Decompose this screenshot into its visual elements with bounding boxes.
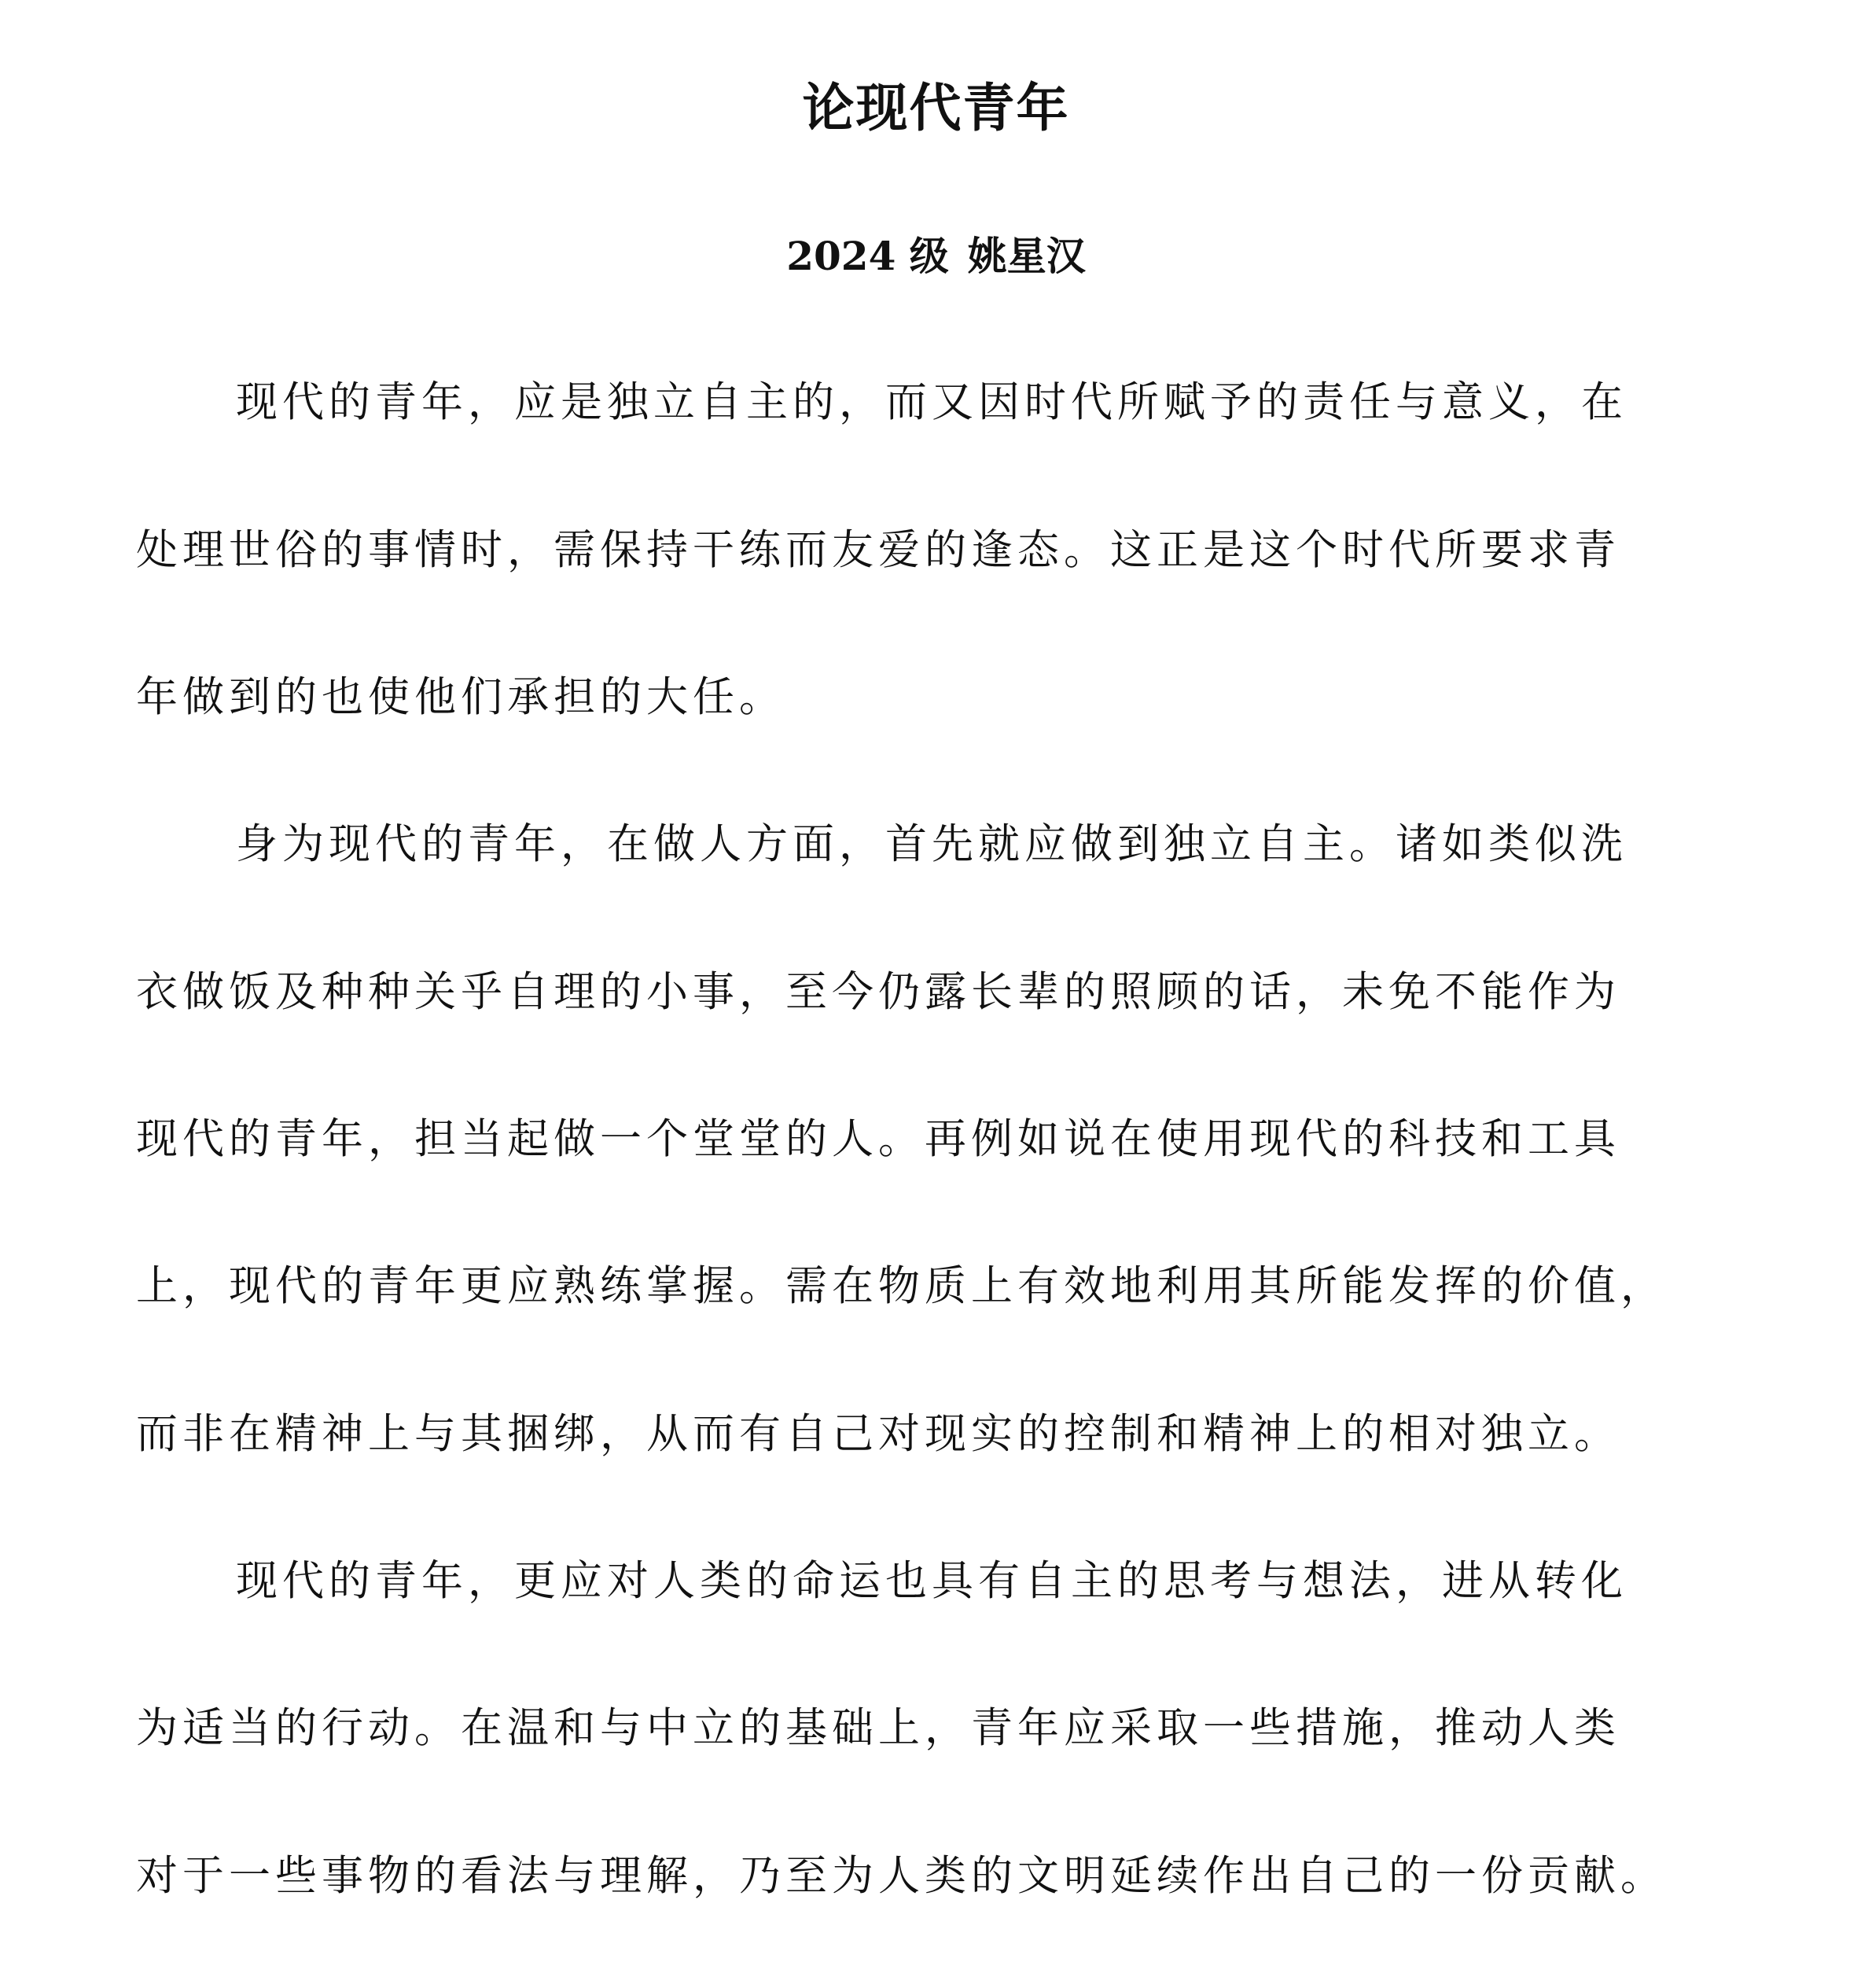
author-byline <box>0 225 1872 288</box>
paragraph-1-line-1: 现代的青年，应是独立自主的，而又因时代所赋予的责任与意义，在 <box>236 378 1627 426</box>
paragraph-2-line-3: 现代的青年，担当起做一个堂堂的人。再例如说在使用现代的科技和工具 <box>136 1115 1620 1163</box>
paragraph-3-line-2: 为适当的行动。在温和与中立的基础上，青年应采取一些措施，推动人类 <box>136 1704 1620 1752</box>
paragraph-1-line-3: 年做到的也使他们承担的大任。 <box>136 673 785 721</box>
paragraph-2-line-2: 衣做饭及种种关乎自理的小事，至今仍露长辈的照顾的话，未免不能作为 <box>136 968 1620 1016</box>
paragraph-2-line-4: 上，现代的青年更应熟练掌握。需在物质上有效地利用其所能发挥的价值， <box>136 1262 1667 1310</box>
paragraph-1-line-2: 处理世俗的事情时，需保持干练而友爱的逢态。这正是这个时代所要求青 <box>136 526 1620 574</box>
paragraph-3-line-3: 对于一些事物的看法与理解，乃至为人类的文明延续作出自己的一份贡献。 <box>136 1852 1667 1900</box>
paragraph-3-line-1: 现代的青年，更应对人类的命运也具有自主的思考与想法，进从转化 <box>236 1557 1627 1605</box>
author-name: 姚星汉 <box>967 233 1086 279</box>
paragraph-2-line-5: 而非在精神上与其捆绑，从而有自己对现实的控制和精神上的相对独立。 <box>136 1410 1620 1458</box>
author-grade: 2024 级 <box>786 233 949 279</box>
page-title: 论现代青年 <box>802 78 1070 138</box>
paragraph-2-line-1: 身为现代的青年，在做人方面，首先就应做到独立自主。诸如类似洗 <box>236 820 1627 868</box>
